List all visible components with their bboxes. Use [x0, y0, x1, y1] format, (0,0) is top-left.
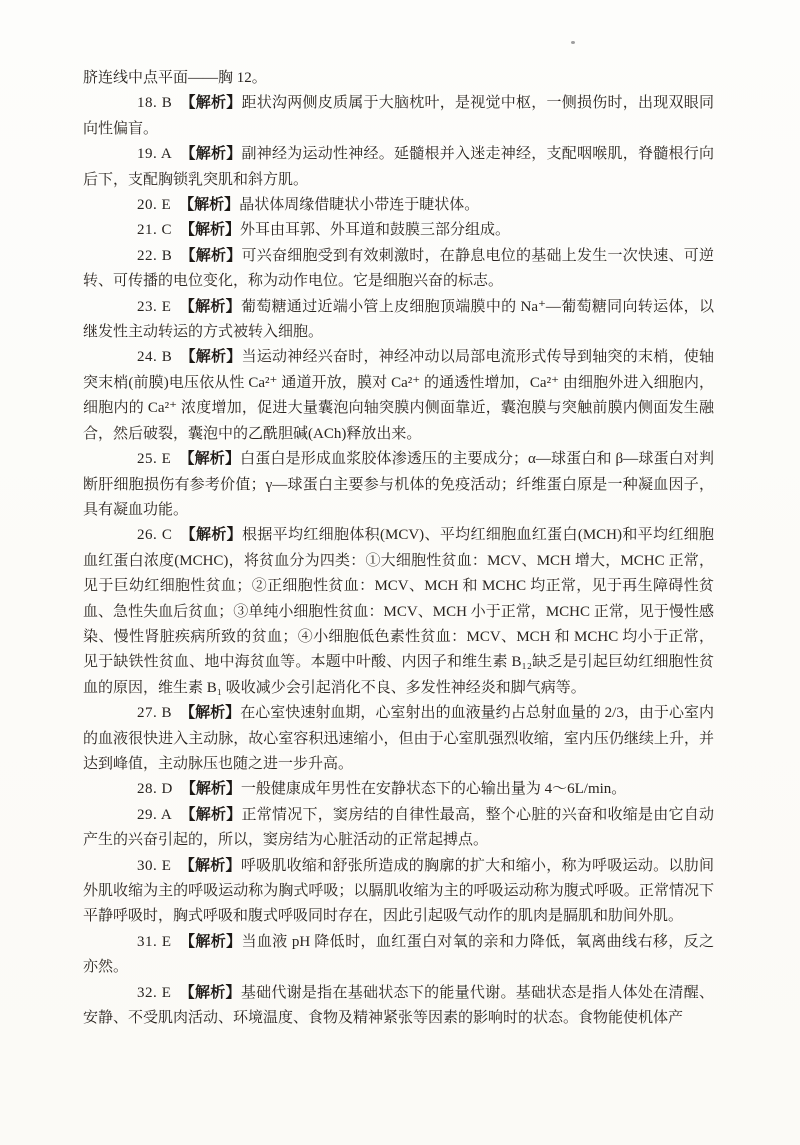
explanation-text: 外耳由耳郭、外耳道和鼓膜三部分组成。: [240, 222, 511, 239]
explanation-item: [83, 345, 714, 447]
question-answer-label: 21. C: [137, 222, 173, 239]
explanation-item: [83, 854, 714, 930]
analysis-marker: 【解析】: [180, 146, 242, 163]
question-answer-label: 32. E: [137, 984, 172, 1001]
question-answer-label: 30. E: [137, 857, 172, 874]
explanation-text: 可兴奋细胞受到有效刺激时，在静息电位的基础上发生一次快速、可逆转、可传播的电位变化，称为动作电位。它是细胞兴奋的标志。: [83, 247, 714, 290]
question-answer-label: 24. B: [137, 349, 173, 366]
explanation-text: 距状沟两侧皮质属于大脑枕叶，是视觉中枢，一侧损伤时，出现双眼同向性偏盲。: [83, 95, 714, 137]
analysis-marker: 【解析】: [180, 349, 242, 366]
explanation-item: [83, 777, 714, 802]
analysis-marker: 【解析】: [180, 527, 243, 544]
explanation-text: 基础代谢是指在基础状态下的能量代谢。基础状态是指人体处在清醒、安静、不受肌肉活动、环境温度、食物及精神紧张等因素的影响时的状态。食物能使机体产: [83, 984, 714, 1027]
explanation-text: 一般健康成年男性在安静状态下的心输出量为 4～6L/min。: [240, 781, 627, 798]
explanation-item: [83, 981, 714, 1032]
analysis-marker: 【解析】: [179, 197, 240, 214]
scan-artifact-dot: [571, 41, 575, 44]
question-answer-label: 23. E: [137, 298, 172, 315]
analysis-marker: 【解析】: [179, 933, 242, 950]
question-answer-label: 20. E: [137, 197, 172, 214]
question-answer-label: 31. E: [137, 933, 172, 950]
explanation-item: [83, 91, 714, 142]
analysis-marker: 【解析】: [179, 451, 241, 468]
question-answer-label: 22. B: [137, 247, 173, 264]
explanation-item: [83, 523, 714, 701]
explanation-item: [83, 193, 714, 218]
explanation-item: [83, 930, 714, 981]
explanation-text: 副神经为运动性神经。延髓根并入迷走神经，支配咽喉肌，脊髓根行向后下，支配胸锁乳突肌和斜方肌。: [83, 146, 714, 188]
continuation-line: 脐连线中点平面——胸 12。: [83, 70, 267, 86]
analysis-marker: 【解析】: [180, 222, 241, 239]
explanation-item: [83, 295, 714, 346]
answer-explanations-block: [83, 66, 714, 1031]
explanation-text: 呼吸肌收缩和舒张所造成的胸廓的扩大和缩小，称为呼吸运动。以肋间外肌收缩为主的呼吸运动称为胸式呼吸；以膈肌收缩为主的呼吸运动称为腹式呼吸。正常情况下平静呼吸时，胸式呼吸和腹式呼吸同时存在，因此引起吸气动作的肌肉是膈肌和肋间外肌。: [83, 857, 714, 925]
analysis-marker: 【解析】: [180, 247, 242, 264]
analysis-marker: 【解析】: [180, 781, 241, 798]
explanation-item: [83, 447, 714, 523]
explanation-item: [83, 218, 714, 243]
explanation-item: [83, 244, 714, 295]
explanation-item: [83, 803, 714, 854]
analysis-marker: 【解析】: [180, 806, 242, 823]
analysis-marker: 【解析】: [179, 984, 241, 1001]
explanation-item: [83, 142, 714, 193]
question-answer-label: 25. E: [137, 451, 172, 468]
analysis-marker: 【解析】: [180, 95, 242, 112]
question-answer-label: 29. A: [137, 806, 173, 823]
explanation-text: 当血液 pH 降低时，血红蛋白对氧的亲和力降低，氧离曲线右移，反之亦然。: [83, 933, 714, 976]
explanation-items: [83, 91, 714, 1031]
question-answer-label: 28. D: [137, 781, 173, 798]
analysis-marker: 【解析】: [179, 857, 241, 874]
question-answer-label: 19. A: [137, 146, 173, 163]
question-answer-label: 27. B: [137, 705, 173, 722]
explanation-text: 白蛋白是形成血浆胶体渗透压的主要成分；α—球蛋白和 β—球蛋白对判断肝细胞损伤有参考价值；γ—球蛋白主要参与机体的免疫活动；纤维蛋白原是一种凝血因子，具有凝血功能。: [83, 451, 714, 518]
explanation-text: 正常情况下，窦房结的自律性最高，整个心脏的兴奋和收缩是由它自动产生的兴奋引起的，所以，窦房结为心脏活动的正常起搏点。: [83, 806, 714, 849]
explanation-text: 当运动神经兴奋时，神经冲动以局部电流形式传导到轴突的末梢，使轴突末梢(前膜)电压依从性 Ca²⁺ 通道开放，膜对 Ca²⁺ 的通透性增加，Ca²⁺ 由细胞外进入细胞内，细胞内的 Ca²⁺ 浓度增加，促进大量囊泡向轴突膜内侧面靠近，囊泡膜与突触前膜内侧面发生融合，然后破裂，囊泡中的乙酰胆碱(ACh)释放出来。: [83, 349, 714, 442]
explanation-text: 根据平均红细胞体积(MCV)、平均红细胞血红蛋白(MCH)和平均红细胞血红蛋白浓度(MCHC)，将贫血分为四类：①大细胞性贫血：MCV、MCH 增大，MCHC 正常，见于巨幼红细胞性贫血；②正细胞性贫血：MCV、MCH 和 MCHC 均正常，见于再生障碍性贫血、急性失血后贫血；③单纯小细胞性贫血：MCV、MCH 小于正常，MCHC 正常，见于慢性感染、慢性肾脏疾病所致的贫血；④小细胞低色素性贫血：MCV、MCH 和 MCHC 均小于正常，见于缺铁性贫血、地中海贫血等。本题中叶酸、内因子和维生素 B₁₂缺乏是引起巨幼红细胞性贫血的原因，维生素 B₁ 吸收减少会引起消化不良、多发性神经炎和脚气病等。: [83, 527, 714, 696]
explanation-text: 晶状体周缘借睫状小带连于睫状体。: [239, 197, 480, 214]
question-answer-label: 26. C: [137, 527, 173, 544]
analysis-marker: 【解析】: [180, 705, 241, 722]
explanation-item: [83, 701, 714, 777]
analysis-marker: 【解析】: [179, 298, 241, 315]
question-answer-label: 18. B: [137, 95, 173, 112]
explanation-text: 葡萄糖通过近端小管上皮细胞顶端膜中的 Na⁺—葡萄糖同向转运体，以继发性主动转运的方式被转入细胞。: [83, 298, 714, 341]
explanation-text: 在心室快速射血期，心室射出的血液量约占总射血量的 2/3，由于心室内的血液很快进入主动脉，故心室容积迅速缩小，但由于心室肌强烈收缩，室内压仍继续上升，并达到峰值，主动脉压也随之进一步升高。: [83, 705, 715, 772]
